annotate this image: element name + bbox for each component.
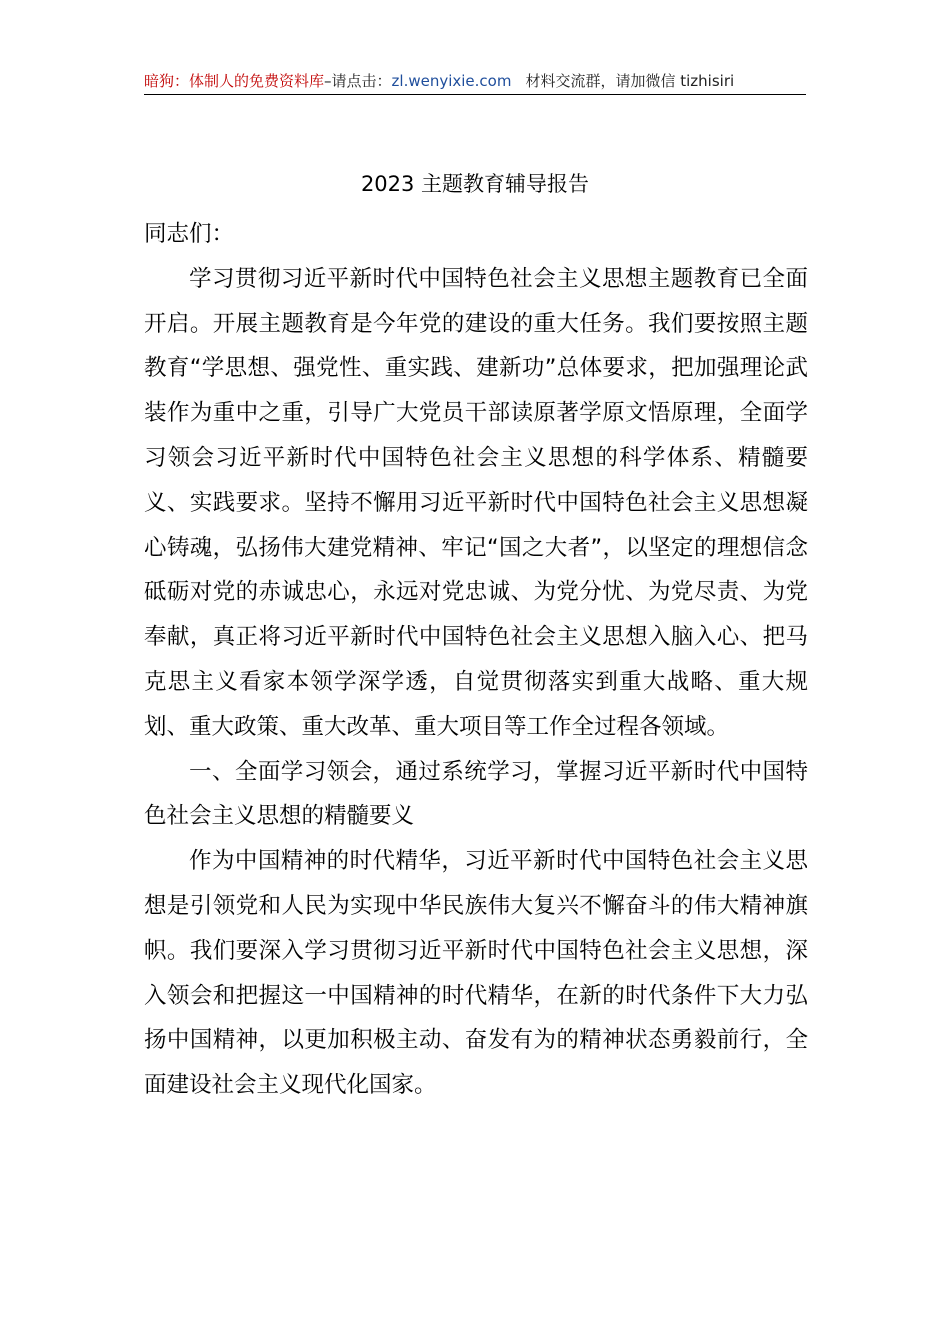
header-click-prompt: –请点击： [324,72,392,90]
header-contact: 材料交流群，请加微信 tizhisiri [525,72,735,90]
page-header [144,68,806,95]
header-url-link[interactable]: zl.wenyixie.com [391,72,512,90]
document-title: 2023 主题教育辅导报告 [360,172,590,196]
section-heading-1: 一、全面学习领会，通过系统学习，掌握习近平新时代中国特色社会主义思想的精髓要义 [144,758,808,830]
salutation: 同志们： [144,221,235,247]
paragraph-intro: 学习贯彻习近平新时代中国特色社会主义思想主题教育已全面开启。开展主题教育是今年党的建设的重大任务。我们要按照主题教育“学思想、强党性、重实践、建新功”总体要求，把加强理论武装作为重中之重，引导广大党员干部读原著学原文悟原理，全面学习领会习近平新时代中国特色社会主义思想的科学体系、精髓要义、实践要求。坚持不懈用习近平新时代中国特色社会主义思想凝心铸魂，弘扬伟大建党精神、牢记“国之大者”，以坚定的理想信念砥砺对党的赤诚忠心，永远对党忠诚、为党分忧、为党尽责、为党奉献，真正将习近平新时代中国特色社会主义思想入脑入心、把马克思主义看家本领学深学透，自觉贯彻落实到重大战略、重大规划、重大政策、重大改革、重大项目等工作全过程各领域。 [144,265,808,740]
header-brand: 暗狗：体制人的免费资料库 [144,72,325,90]
paragraph-section-1: 作为中国精神的时代精华，习近平新时代中国特色社会主义思想是引领党和人民为实现中华民族伟大复兴不懈奋斗的伟大精神旗帜。我们要深入学习贯彻习近平新时代中国特色社会主义思想，深入领会和把握这一中国精神的时代精华，在新的时代条件下大力弘扬中国精神，以更加积极主动、奋发有为的精神状态勇毅前行，全面建设社会主义现代化国家。 [144,848,808,1099]
document-body [144,212,808,1108]
